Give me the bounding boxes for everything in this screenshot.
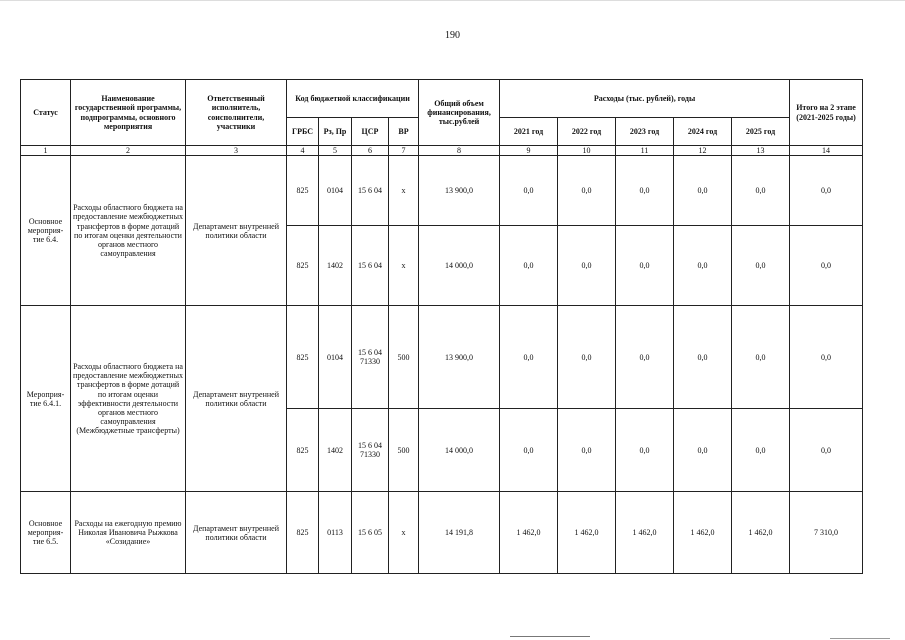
- cell-stage-total: 0,0: [790, 226, 863, 306]
- row-executor: Департамент внутренней политики области: [186, 306, 287, 492]
- header-csr: ЦСР: [352, 118, 389, 146]
- cell-2021: 0,0: [500, 306, 558, 409]
- column-number: 12: [674, 146, 732, 156]
- column-number: 13: [732, 146, 790, 156]
- header-name: Наименование государственной программы, подпрограммы, основного мероприятия: [71, 80, 186, 146]
- cell-total: 13 900,0: [419, 156, 500, 226]
- header-expenses: Расходы (тыс. рублей), годы: [500, 80, 790, 118]
- cell-2022: 0,0: [558, 306, 616, 409]
- cell-2024: 0,0: [674, 306, 732, 409]
- scan-top-edge: [0, 0, 905, 1]
- column-number: 3: [186, 146, 287, 156]
- cell-csr: 15 6 04 71330: [352, 306, 389, 409]
- cell-2024: 0,0: [674, 409, 732, 492]
- cell-total: 14 191,8: [419, 492, 500, 574]
- cell-rz-pr: 0104: [319, 156, 352, 226]
- page-number: 190: [445, 30, 460, 41]
- header-total-financing: Общий объем финансирования, тыс.рублей: [419, 80, 500, 146]
- cell-stage-total: 0,0: [790, 306, 863, 409]
- scan-mark: [830, 638, 890, 639]
- row-name: Расходы на ежегодную премию Николая Ивановича Рыжкова «Созидание»: [71, 492, 186, 574]
- cell-rz-pr: 0113: [319, 492, 352, 574]
- cell-stage-total: 0,0: [790, 156, 863, 226]
- cell-2021: 0,0: [500, 409, 558, 492]
- column-number: 4: [287, 146, 319, 156]
- column-number: 14: [790, 146, 863, 156]
- cell-2023: 0,0: [616, 409, 674, 492]
- cell-csr: 15 6 04 71330: [352, 409, 389, 492]
- cell-vr: 500: [389, 306, 419, 409]
- cell-grbs: 825: [287, 226, 319, 306]
- cell-csr: 15 6 04: [352, 226, 389, 306]
- cell-stage-total: 0,0: [790, 409, 863, 492]
- column-number: 8: [419, 146, 500, 156]
- cell-vr: х: [389, 156, 419, 226]
- cell-vr: х: [389, 226, 419, 306]
- column-number: 2: [71, 146, 186, 156]
- cell-stage-total: 7 310,0: [790, 492, 863, 574]
- cell-2025: 0,0: [732, 226, 790, 306]
- budget-table: [20, 79, 863, 574]
- row-status: Мероприя-тие 6.4.1.: [21, 306, 71, 492]
- header-year-2021: 2021 год: [500, 118, 558, 146]
- column-number: 6: [352, 146, 389, 156]
- cell-2025: 0,0: [732, 409, 790, 492]
- table-row: [21, 492, 863, 574]
- cell-rz-pr: 1402: [319, 226, 352, 306]
- header-status: Статус: [21, 80, 71, 146]
- cell-2021: 1 462,0: [500, 492, 558, 574]
- cell-rz-pr: 1402: [319, 409, 352, 492]
- column-number: 11: [616, 146, 674, 156]
- row-status: Основное мероприя-тие 6.5.: [21, 492, 71, 574]
- cell-2022: 0,0: [558, 156, 616, 226]
- header-year-2025: 2025 год: [732, 118, 790, 146]
- header-budget-code: Код бюджетной классификации: [287, 80, 419, 118]
- header-grbs: ГРБС: [287, 118, 319, 146]
- column-number: 7: [389, 146, 419, 156]
- table-row: [21, 306, 863, 409]
- header-executor: Ответственный исполнитель, соисполнители, участники: [186, 80, 287, 146]
- header-year-2022: 2022 год: [558, 118, 616, 146]
- header-stage-total: Итого на 2 этапе (2021-2025 годы): [790, 80, 863, 146]
- cell-grbs: 825: [287, 156, 319, 226]
- column-number: 9: [500, 146, 558, 156]
- cell-2023: 1 462,0: [616, 492, 674, 574]
- cell-2022: 0,0: [558, 409, 616, 492]
- cell-2024: 0,0: [674, 156, 732, 226]
- cell-2025: 0,0: [732, 156, 790, 226]
- cell-grbs: 825: [287, 306, 319, 409]
- header-rz-pr: Рз, Пр: [319, 118, 352, 146]
- cell-2024: 1 462,0: [674, 492, 732, 574]
- cell-2024: 0,0: [674, 226, 732, 306]
- cell-total: 13 900,0: [419, 306, 500, 409]
- cell-total: 14 000,0: [419, 226, 500, 306]
- header-year-2023: 2023 год: [616, 118, 674, 146]
- cell-2023: 0,0: [616, 306, 674, 409]
- column-number: 5: [319, 146, 352, 156]
- cell-grbs: 825: [287, 492, 319, 574]
- cell-vr: 500: [389, 409, 419, 492]
- cell-2021: 0,0: [500, 226, 558, 306]
- cell-vr: х: [389, 492, 419, 574]
- column-number: 1: [21, 146, 71, 156]
- header-vr: ВР: [389, 118, 419, 146]
- cell-grbs: 825: [287, 409, 319, 492]
- row-executor: Департамент внутренней политики области: [186, 156, 287, 306]
- row-name: Расходы областного бюджета на предоставление межбюджетных трансфертов в форме дотаций по итогам оценки эффективности деятельности органов местного самоуправления (Межбюджетные трансферты): [71, 306, 186, 492]
- cell-2022: 1 462,0: [558, 492, 616, 574]
- cell-csr: 15 6 04: [352, 156, 389, 226]
- cell-csr: 15 6 05: [352, 492, 389, 574]
- cell-total: 14 000,0: [419, 409, 500, 492]
- column-number: 10: [558, 146, 616, 156]
- header-row-1: [21, 80, 863, 118]
- cell-rz-pr: 0104: [319, 306, 352, 409]
- row-executor: Департамент внутренней политики области: [186, 492, 287, 574]
- scan-mark: [510, 636, 590, 637]
- cell-2023: 0,0: [616, 156, 674, 226]
- table-row: [21, 156, 863, 226]
- column-number-row: [21, 146, 863, 156]
- cell-2025: 1 462,0: [732, 492, 790, 574]
- row-status: Основное мероприя-тие 6.4.: [21, 156, 71, 306]
- cell-2021: 0,0: [500, 156, 558, 226]
- row-name: Расходы областного бюджета на предоставление межбюджетных трансфертов в форме дотаций по итогам оценки деятельности органов местного самоуправления: [71, 156, 186, 306]
- header-year-2024: 2024 год: [674, 118, 732, 146]
- cell-2023: 0,0: [616, 226, 674, 306]
- cell-2022: 0,0: [558, 226, 616, 306]
- cell-2025: 0,0: [732, 306, 790, 409]
